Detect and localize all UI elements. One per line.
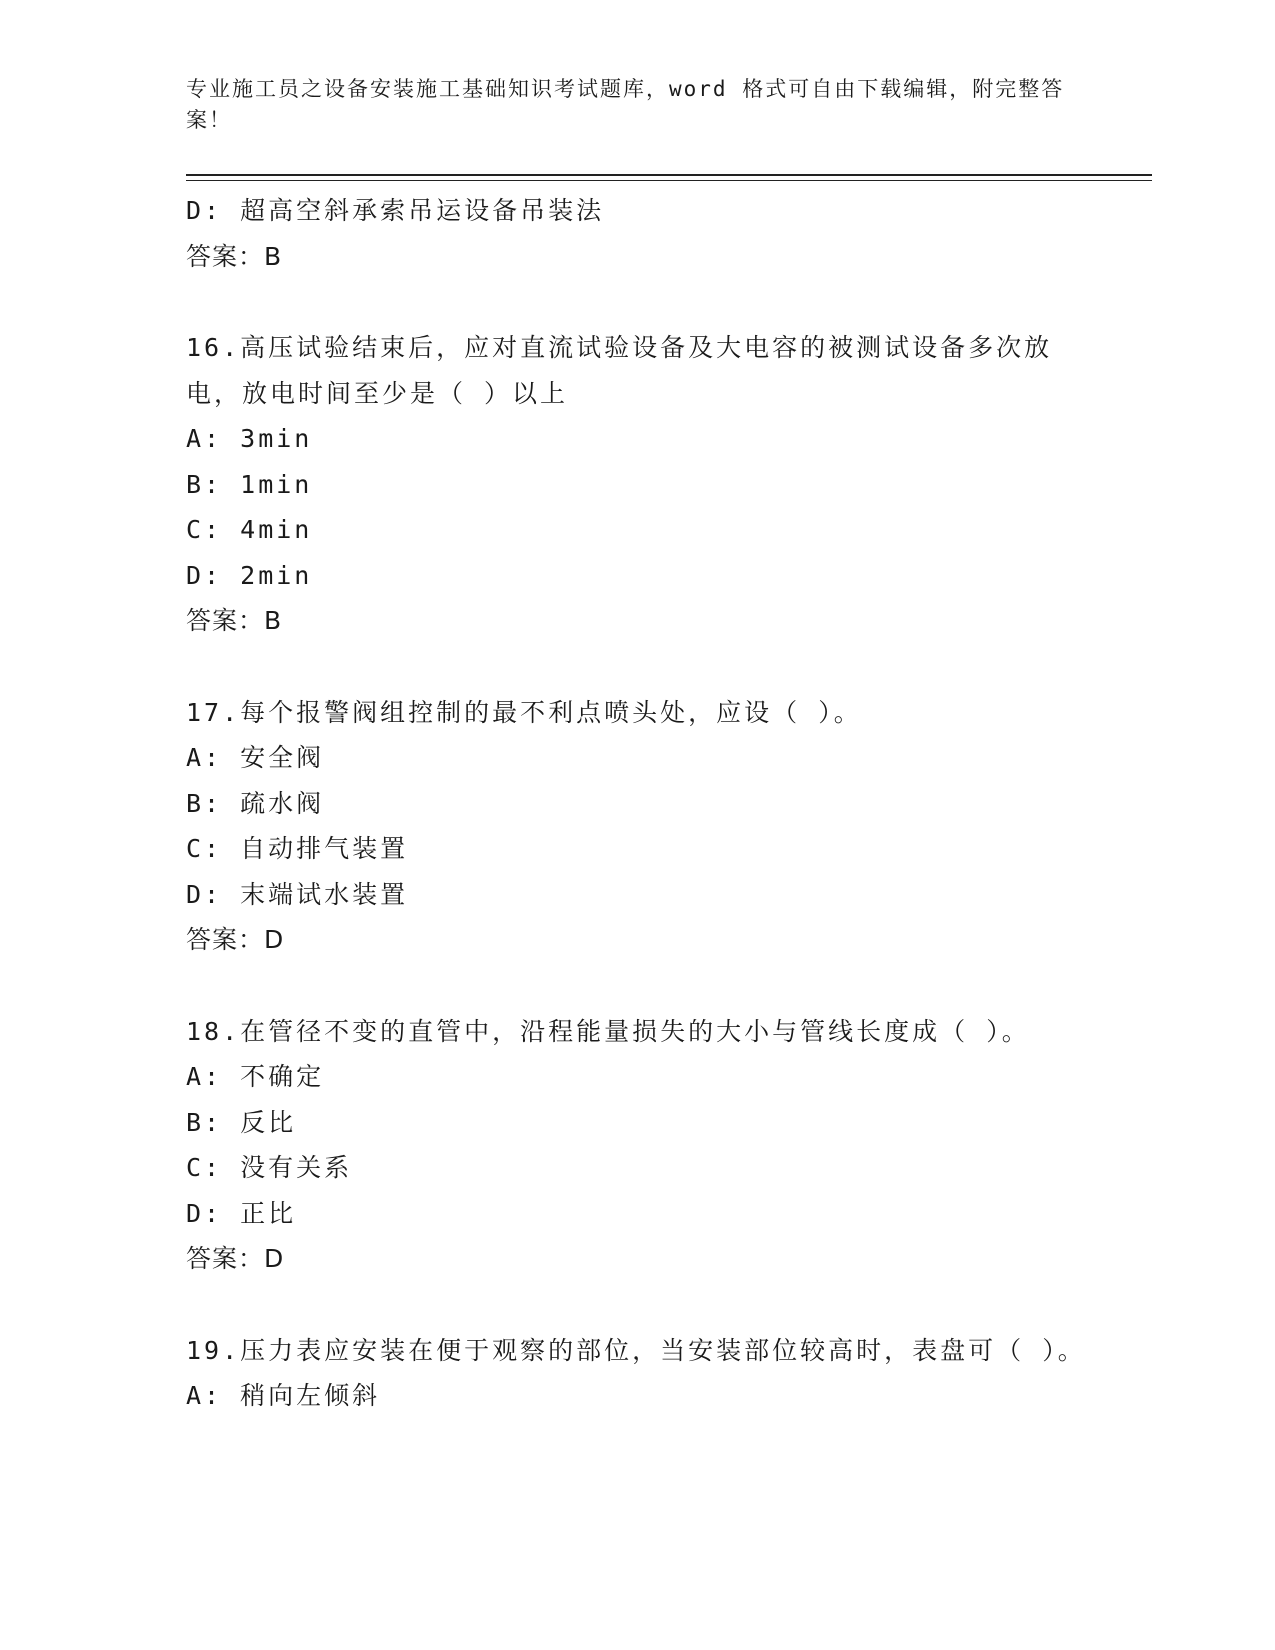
question-stem: 17.每个报警阀组控制的最不利点喷头处，应设（ ）。 (186, 697, 862, 727)
option-d: D: 2min (186, 560, 313, 590)
option-d: D: 超高空斜承索吊运设备吊装法 (186, 196, 605, 225)
question-17 (186, 690, 1086, 963)
question-content (186, 188, 1086, 1419)
header-divider (186, 174, 1152, 176)
question-19 (186, 1328, 1086, 1419)
option-b: B: 反比 (186, 1107, 297, 1137)
option-a: A: 3min (186, 424, 313, 453)
option-b: B: 1min (186, 469, 313, 499)
option-d: D: 末端试水装置 (186, 879, 409, 909)
answer-line: 答案：B (186, 241, 283, 271)
document-header: 专业施工员之设备安装施工基础知识考试题库，word 格式可自由下载编辑，附完整答案！ (186, 77, 1065, 132)
option-c: C: 自动排气装置 (186, 834, 409, 863)
option-a: A: 不确定 (186, 1062, 325, 1091)
answer-line: 答案：B (186, 606, 283, 635)
answer-line: 答案：D (186, 925, 285, 954)
option-c: C: 没有关系 (186, 1153, 353, 1182)
option-c: C: 4min (186, 515, 313, 544)
question-stem: 19.压力表应安装在便于观察的部位，当安装部位较高时，表盘可（ ）。 (186, 1335, 1086, 1365)
option-a: A: 安全阀 (186, 743, 325, 772)
question-stem: 16.高压试验结束后，应对直流试验设备及大电容的被测试设备多次放电，放电时间至少是（ ）以上 (186, 333, 1053, 408)
option-d: D: 正比 (186, 1198, 297, 1228)
question-18 (186, 1009, 1086, 1282)
header-divider-thin (186, 180, 1152, 181)
question-16 (186, 325, 1086, 644)
option-b: B: 疏水阀 (186, 788, 325, 818)
answer-line: 答案：D (186, 1244, 285, 1273)
question-stem: 18.在管径不变的直管中，沿程能量损失的大小与管线长度成（ ）。 (186, 1016, 1030, 1046)
option-a: A: 稍向左倾斜 (186, 1381, 381, 1410)
